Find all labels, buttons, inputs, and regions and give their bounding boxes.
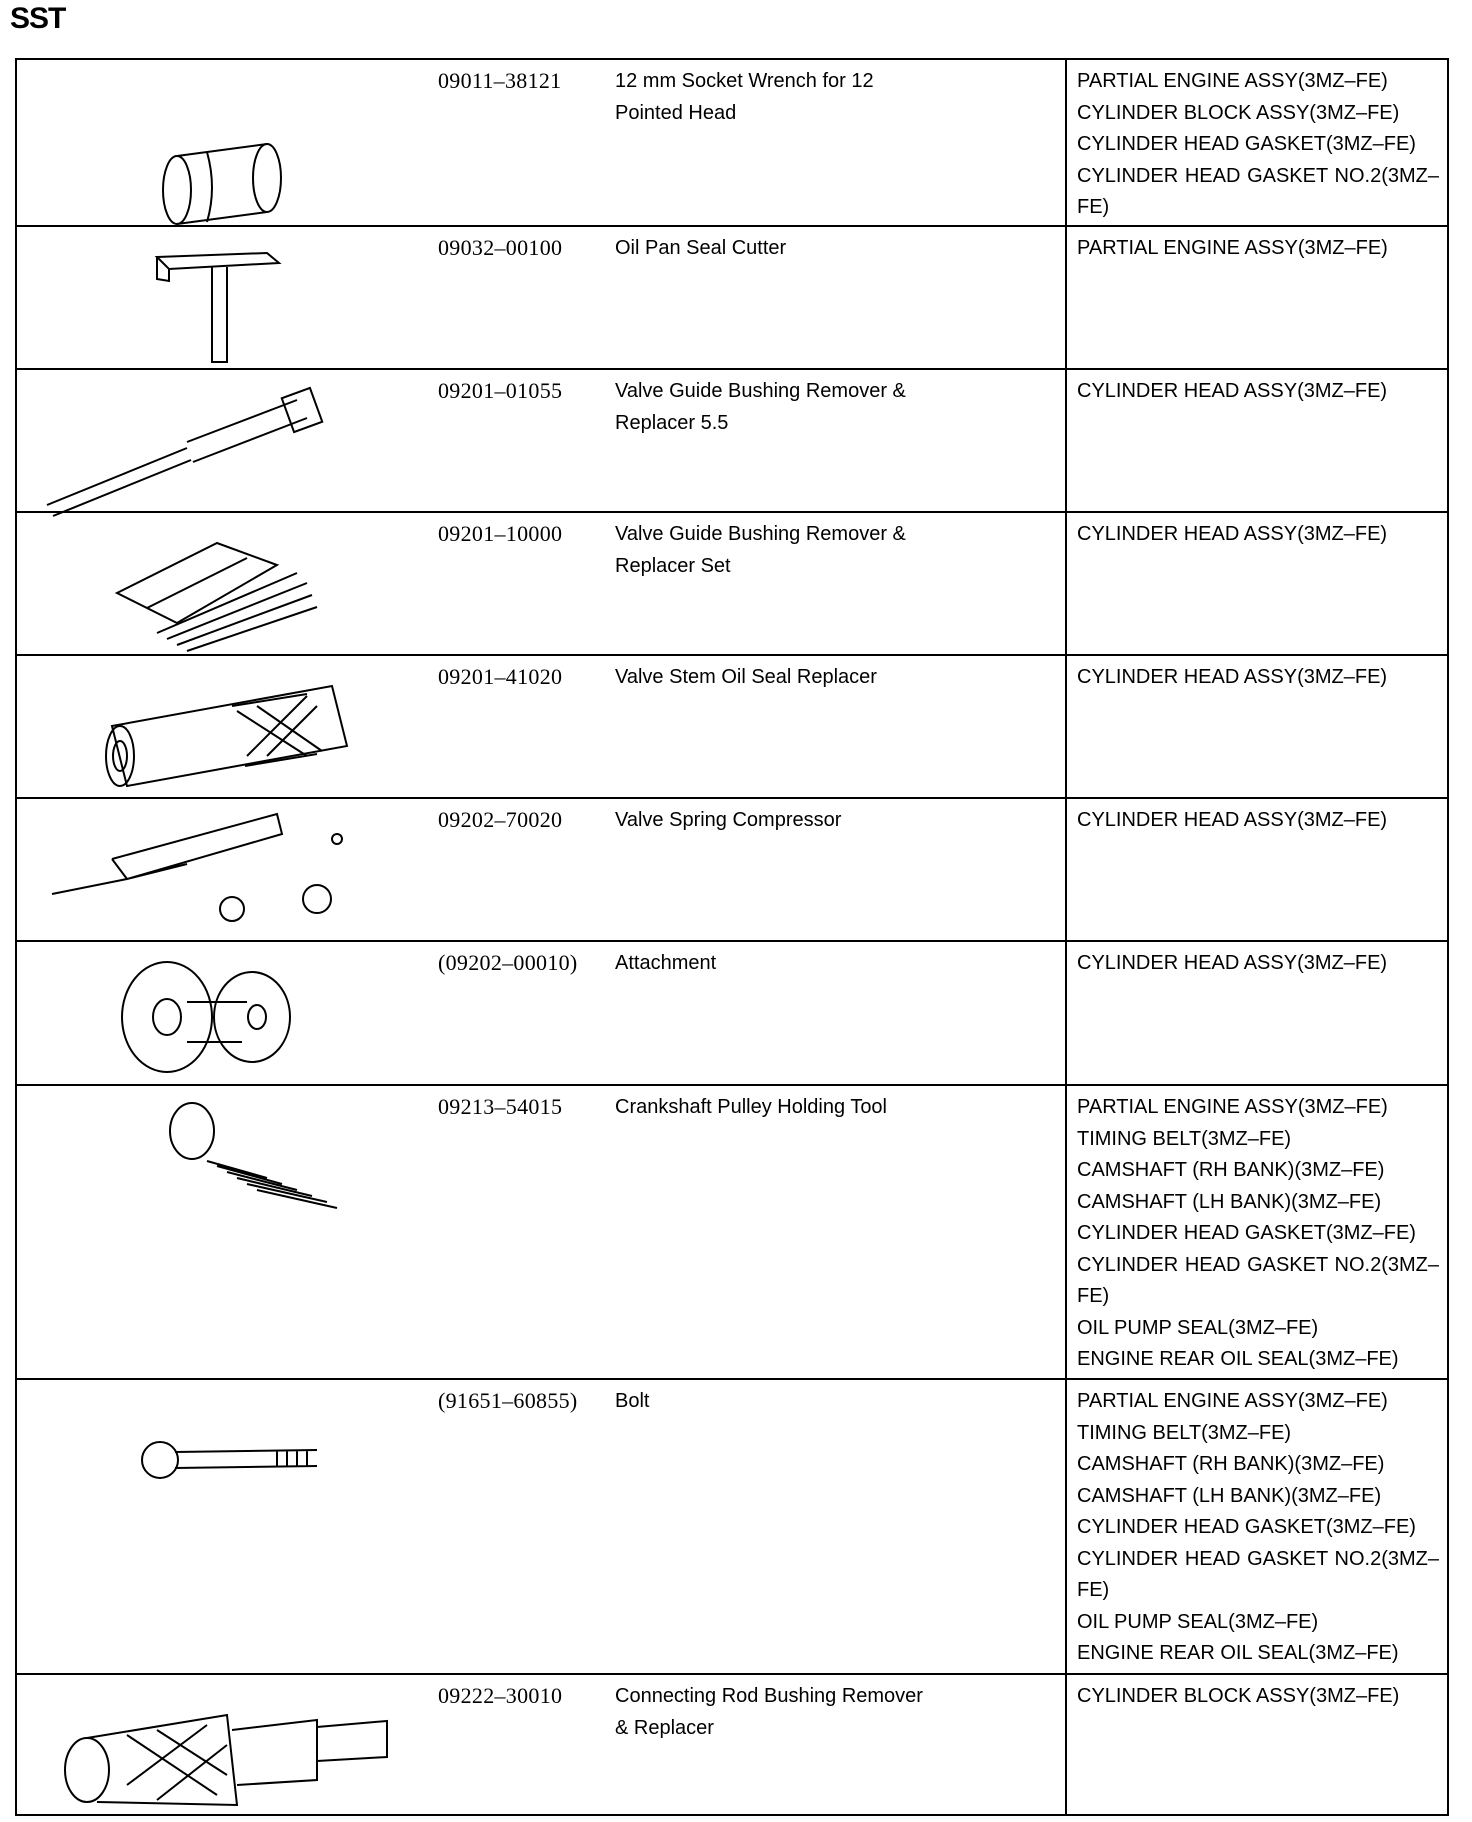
bushing-set-icon [17, 513, 437, 654]
part-number: 09213–54015 [438, 1094, 563, 1119]
tool-description-line: Valve Guide Bushing Remover & [615, 523, 906, 545]
table-row [16, 1085, 1448, 1379]
sst-table [15, 58, 1449, 1816]
tool-description-line: Crankshaft Pulley Holding Tool [615, 1096, 888, 1118]
application-item: TIMING BELT(3MZ–FE) [1077, 1421, 1292, 1444]
table-row [16, 655, 1448, 798]
part-number: 09202–70020 [438, 807, 563, 832]
tool-description-line: Valve Guide Bushing Remover & [615, 380, 906, 402]
socket-wrench-icon [17, 60, 437, 225]
tool-description [615, 1681, 945, 1744]
spring-compressor-icon [17, 799, 437, 940]
tool-description-line: Connecting Rod Bushing Remover [615, 1685, 923, 1707]
tool-description [615, 66, 945, 129]
applications-cell [1066, 1379, 1448, 1674]
tool-cell [16, 798, 1066, 941]
application-item: CYLINDER BLOCK ASSY(3MZ–FE) [1077, 1685, 1400, 1707]
tool-description [615, 1386, 945, 1418]
table-row [16, 1674, 1448, 1815]
applications-cell [1066, 226, 1448, 369]
application-item: PARTIAL ENGINE ASSY(3MZ–FE) [1077, 237, 1388, 259]
tool-description-line: Replacer Set [615, 554, 731, 577]
application-item: CAMSHAFT (RH BANK)(3MZ–FE) [1077, 1453, 1385, 1475]
table-row [16, 798, 1448, 941]
part-number: 09201–10000 [438, 521, 563, 546]
part-number: 09032–00100 [438, 235, 563, 260]
table-row [16, 226, 1448, 369]
tool-cell [16, 369, 1066, 512]
application-item: CYLINDER HEAD ASSY(3MZ–FE) [1077, 380, 1388, 402]
pulley-holding-tool-icon [17, 1086, 437, 1378]
part-number: 09201–41020 [438, 664, 563, 689]
tool-description-line: Bolt [615, 1390, 650, 1412]
applications-cell [1066, 798, 1448, 941]
tool-description-line: Oil Pan Seal Cutter [615, 237, 787, 259]
applications-cell [1066, 59, 1448, 226]
tool-description-line: Valve Spring Compressor [615, 809, 842, 831]
application-item: CAMSHAFT (RH BANK)(3MZ–FE) [1077, 1159, 1385, 1181]
application-item: OIL PUMP SEAL(3MZ–FE) [1077, 1316, 1319, 1339]
tool-description [615, 519, 945, 582]
application-item: CYLINDER HEAD ASSY(3MZ–FE) [1077, 523, 1388, 545]
tool-cell [16, 512, 1066, 655]
application-item: PARTIAL ENGINE ASSY(3MZ–FE) [1077, 70, 1388, 92]
applications-cell [1066, 512, 1448, 655]
table-row [16, 512, 1448, 655]
applications-cell [1066, 1085, 1448, 1379]
part-number: (91651–60855) [438, 1388, 578, 1413]
seal-cutter-icon [17, 227, 437, 368]
tool-cell [16, 941, 1066, 1085]
table-row [16, 369, 1448, 512]
tool-cell [16, 1674, 1066, 1815]
tool-cell [16, 226, 1066, 369]
applications-cell [1066, 655, 1448, 798]
application-item: CYLINDER HEAD GASKET(3MZ–FE) [1077, 133, 1416, 155]
application-item: CYLINDER HEAD GASKET NO.2(3MZ–FE) [1077, 1253, 1439, 1307]
application-item: CYLINDER HEAD GASKET(3MZ–FE) [1077, 1516, 1416, 1538]
application-item: CAMSHAFT (LH BANK)(3MZ–FE) [1077, 1484, 1382, 1507]
tool-cell [16, 655, 1066, 798]
tool-description [615, 1092, 945, 1124]
application-item: ENGINE REAR OIL SEAL(3MZ–FE) [1077, 1642, 1399, 1664]
table-row [16, 1379, 1448, 1674]
part-number: (09202–00010) [438, 950, 578, 975]
application-item: ENGINE REAR OIL SEAL(3MZ–FE) [1077, 1348, 1399, 1370]
application-item: PARTIAL ENGINE ASSY(3MZ–FE) [1077, 1390, 1388, 1412]
table-row [16, 59, 1448, 226]
application-item: CYLINDER HEAD ASSY(3MZ–FE) [1077, 952, 1388, 974]
tool-cell [16, 59, 1066, 226]
application-item: PARTIAL ENGINE ASSY(3MZ–FE) [1077, 1096, 1388, 1118]
applications-cell [1066, 1674, 1448, 1815]
attachment-icon [17, 942, 437, 1084]
application-item: CYLINDER BLOCK ASSY(3MZ–FE) [1077, 101, 1400, 124]
tool-description-line: 12 mm Socket Wrench for 12 [615, 70, 874, 92]
application-item: CYLINDER HEAD ASSY(3MZ–FE) [1077, 809, 1388, 831]
tool-description-line: Pointed Head [615, 101, 737, 124]
tool-description-line: Replacer 5.5 [615, 411, 729, 434]
rod-bushing-remover-icon [17, 1675, 437, 1814]
tool-description-line: & Replacer [615, 1716, 714, 1739]
application-item: TIMING BELT(3MZ–FE) [1077, 1127, 1292, 1150]
tool-description [615, 662, 945, 694]
tool-description [615, 805, 945, 837]
application-item: CYLINDER HEAD GASKET NO.2(3MZ–FE) [1077, 164, 1439, 218]
application-item: CAMSHAFT (LH BANK)(3MZ–FE) [1077, 1190, 1382, 1213]
application-item: CYLINDER HEAD ASSY(3MZ–FE) [1077, 666, 1388, 688]
tool-cell [16, 1085, 1066, 1379]
part-number: 09201–01055 [438, 378, 563, 403]
applications-cell [1066, 941, 1448, 1085]
tool-description-line: Valve Stem Oil Seal Replacer [615, 666, 877, 688]
part-number: 09011–38121 [438, 68, 562, 93]
seal-replacer-icon [17, 656, 437, 797]
bolt-icon [17, 1380, 437, 1673]
tool-description [615, 376, 945, 439]
tool-description [615, 948, 945, 980]
application-item: CYLINDER HEAD GASKET(3MZ–FE) [1077, 1222, 1416, 1244]
tool-cell [16, 1379, 1066, 1674]
application-item: CYLINDER HEAD GASKET NO.2(3MZ–FE) [1077, 1547, 1439, 1601]
tool-description [615, 233, 945, 265]
tool-description-line: Attachment [615, 952, 717, 974]
part-number: 09222–30010 [438, 1683, 563, 1708]
table-row [16, 941, 1448, 1085]
page-title: SST [10, 2, 66, 35]
bushing-remover-icon [17, 370, 437, 511]
applications-cell [1066, 369, 1448, 512]
application-item: OIL PUMP SEAL(3MZ–FE) [1077, 1610, 1319, 1633]
